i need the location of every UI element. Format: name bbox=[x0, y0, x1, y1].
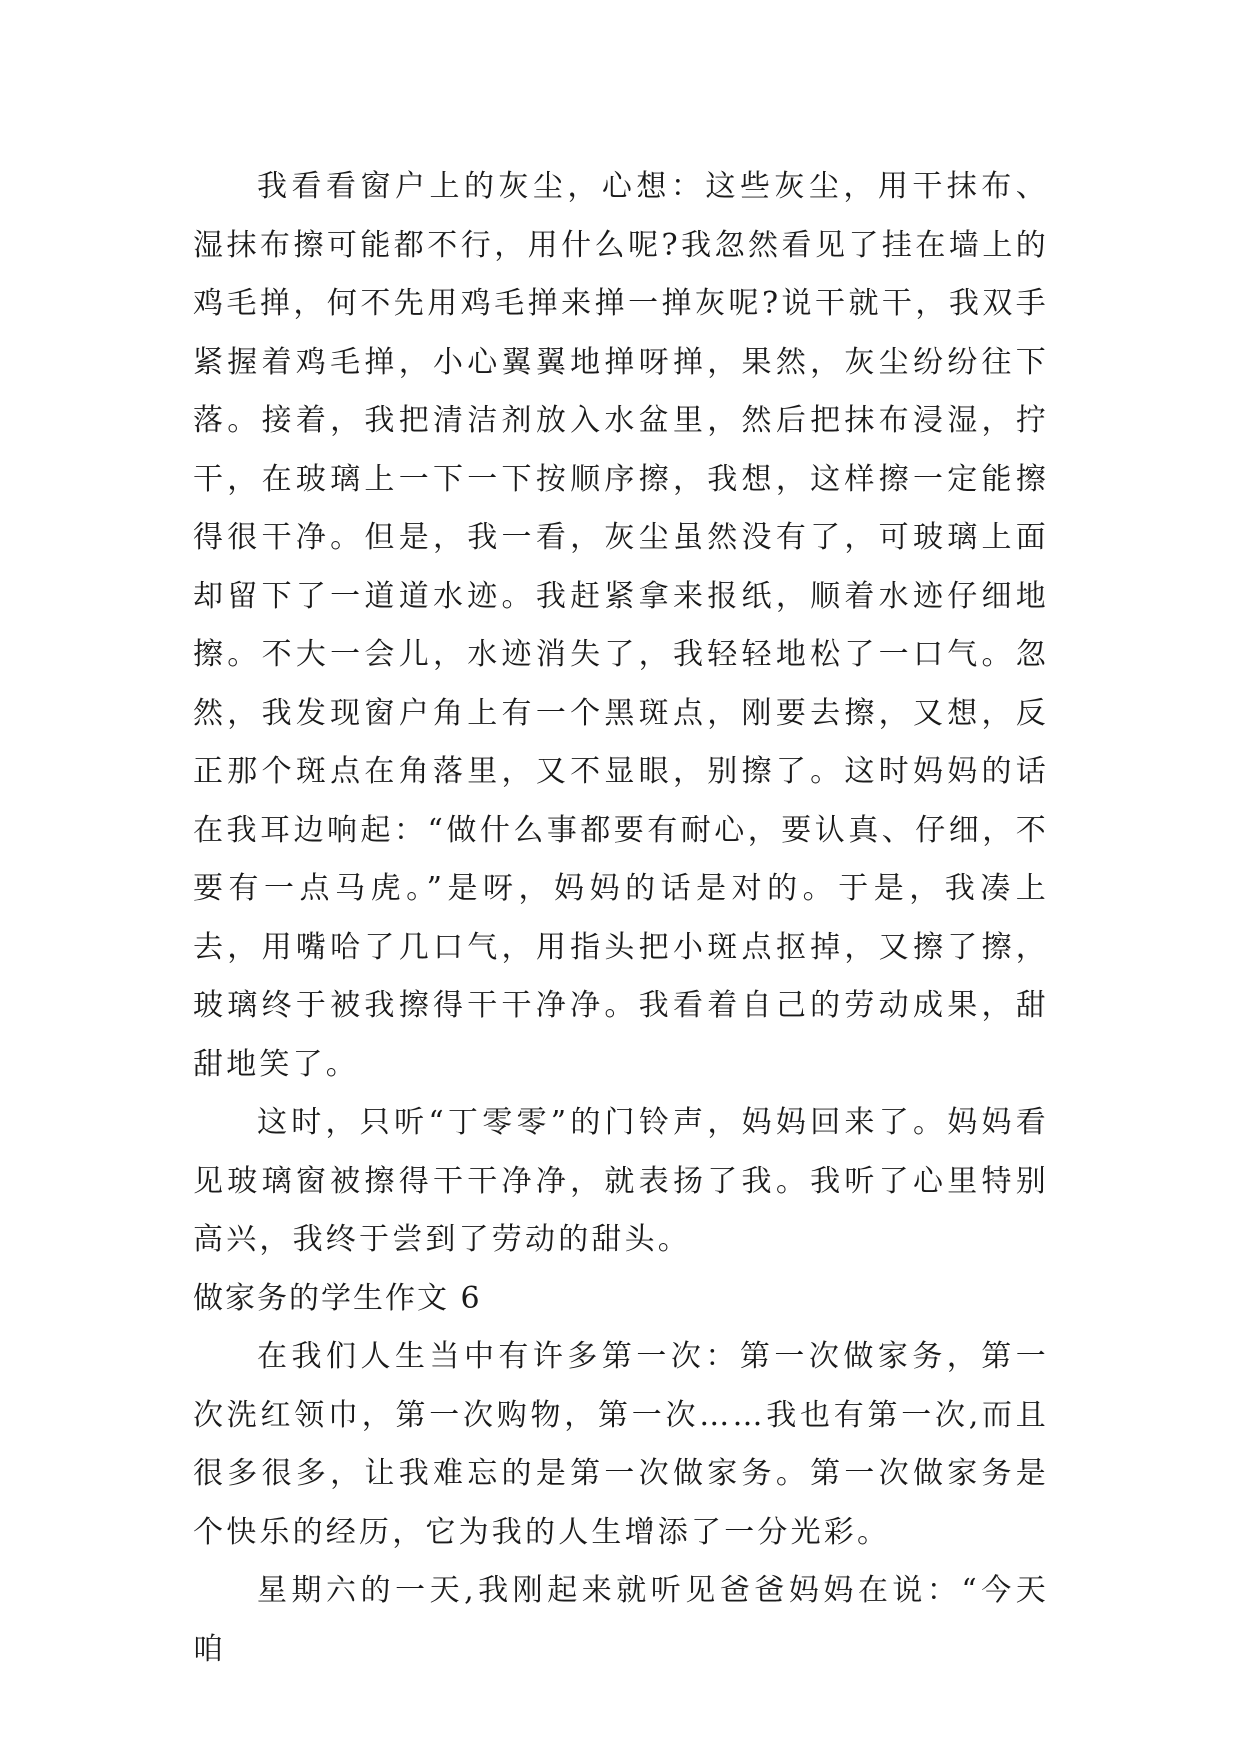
paragraph-mother-returns: 这时，只听“丁零零”的门铃声，妈妈回来了。妈妈看见玻璃窗被擦得干干净净，就表扬了我。我听了心里特别高兴，我终于尝到了劳动的甜头。 bbox=[193, 1105, 1049, 1257]
paragraph-cleaning-window: 我看看窗户上的灰尘，心想：这些灰尘，用干抹布、湿抹布擦可能都不行，用什么呢?我忽然看见了挂在墙上的鸡毛掸，何不先用鸡毛掸来掸一掸灰呢?说干就干，我双手紧握着鸡毛掸，小心翼翼地掸呀掸，果然，灰尘纷纷往下落。接着，我把清洁剂放入水盆里，然后把抹布浸湿，拧干，在玻璃上一下一下按顺序擦，我想，这样擦一定能擦得很干净。但是，我一看，灰尘虽然没有了，可玻璃上面却留下了一道道水迹。我赶紧拿来报纸，顺着水迹仔细地擦。不大一会儿，水迹消失了，我轻轻地松了一口气。忽然，我发现窗户角上有一个黑斑点，刚要去擦，又想，反正那个斑点在角落里，又不显眼，别擦了。这时妈妈的话在我耳边响起：“做什么事都要有耐心，要认真、仔细，不要有一点马虎。”是呀，妈妈的话是对的。于是，我凑上去，用嘴哈了几口气，用指头把小斑点抠掉，又擦了擦，玻璃终于被我擦得干干净净。我看着自己的劳动成果，甜甜地笑了。 bbox=[193, 169, 1049, 1082]
paragraph-saturday: 星期六的一天,我刚起来就听见爸爸妈妈在说：“今天咱 bbox=[193, 1573, 1049, 1667]
document-body bbox=[193, 158, 1049, 1679]
section-heading: 做家务的学生作文 6 bbox=[193, 1280, 482, 1316]
paragraph-first-times: 在我们人生当中有许多第一次：第一次做家务，第一次洗红领巾，第一次购物，第一次……我也有第一次,而且很多很多，让我难忘的是第一次做家务。第一次做家务是个快乐的经历，它为我的人生增添了一分光彩。 bbox=[193, 1339, 1049, 1550]
